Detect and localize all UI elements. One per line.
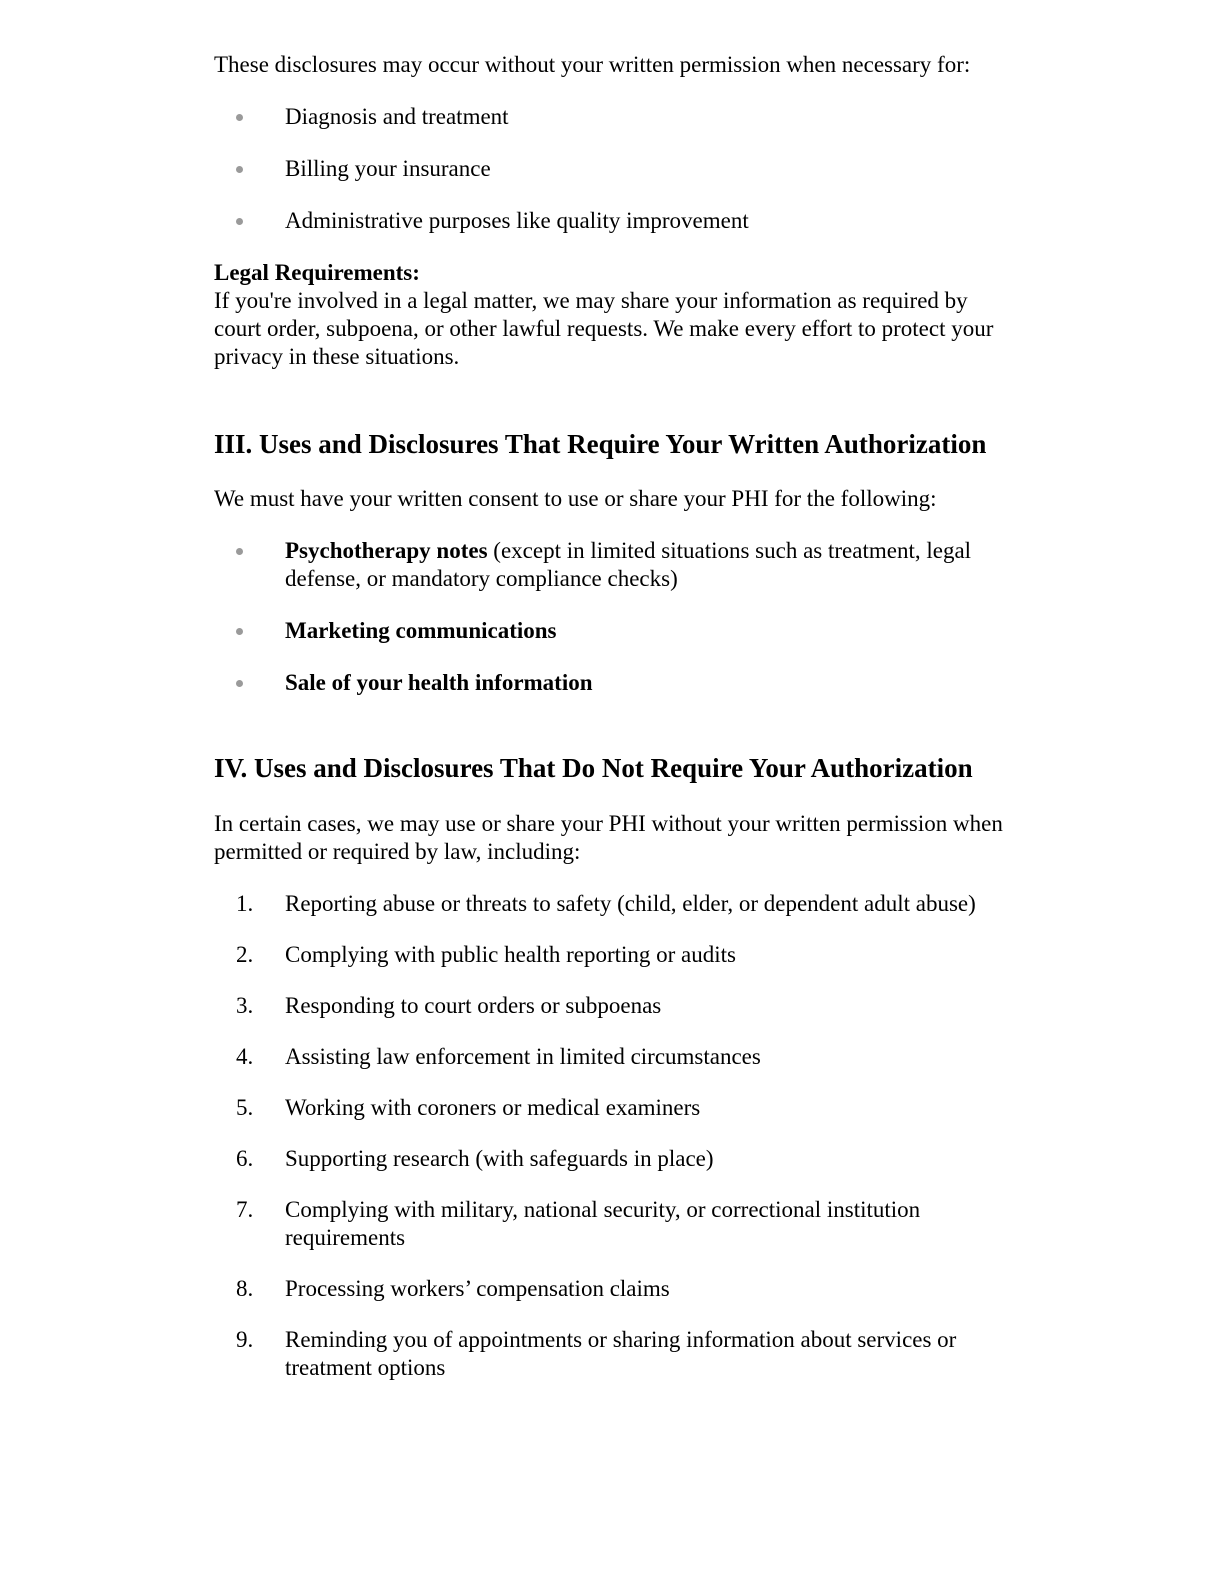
list-item	[214, 1145, 1014, 1173]
legal-requirements-title: Legal Requirements:	[214, 260, 420, 285]
list-item-number: 1.	[236, 891, 254, 916]
list-item-number: 2.	[236, 942, 254, 967]
list-item-text: Complying with military, national security, or correctional institution requirements	[285, 1197, 921, 1250]
routine-disclosures-list	[214, 103, 1014, 235]
list-item-text: Working with coroners or medical examiners	[285, 1095, 701, 1120]
list-item-text: Diagnosis and treatment	[285, 104, 509, 129]
legal-requirements-body: If you're involved in a legal matter, we may share your information as required by court order, subpoena, or other lawful requests. We make every effort to protect your privacy in these situations.	[214, 288, 994, 369]
section-4-heading: IV. Uses and Disclosures That Do Not Require Your Authorization	[214, 753, 973, 783]
list-item	[214, 992, 1014, 1020]
list-item-text: Supporting research (with safeguards in place)	[285, 1146, 714, 1171]
section-3-intro: We must have your written consent to use or share your PHI for the following:	[214, 486, 937, 511]
legal-requirements-paragraph	[214, 259, 1014, 371]
bullet-icon	[236, 628, 243, 635]
list-item-text: Reporting abuse or threats to safety (child, elder, or dependent adult abuse)	[285, 891, 976, 916]
list-item	[214, 1275, 1014, 1303]
list-item	[214, 155, 1014, 183]
list-item-bold-text: Psychotherapy notes	[285, 538, 488, 563]
bullet-icon	[236, 166, 243, 173]
list-item	[214, 1094, 1014, 1122]
list-item	[214, 1326, 1014, 1382]
list-item	[214, 103, 1014, 131]
list-item-bold-text: Marketing communications	[285, 618, 557, 643]
list-item-number: 3.	[236, 993, 254, 1018]
document-page	[214, 0, 1014, 1382]
bullet-icon	[236, 218, 243, 225]
list-item-number: 7.	[236, 1197, 254, 1222]
list-item-text: Complying with public health reporting or audits	[285, 942, 736, 967]
list-item-text: Administrative purposes like quality improvement	[285, 208, 749, 233]
list-item-number: 4.	[236, 1044, 254, 1069]
bullet-icon	[236, 548, 243, 555]
list-item-text: (except in limited situations such as treatment, legal defense, or mandatory compliance checks)	[285, 538, 972, 591]
list-item	[214, 1043, 1014, 1071]
list-item-text: Processing workers’ compensation claims	[285, 1276, 670, 1301]
section-3-heading: III. Uses and Disclosures That Require Your Written Authorization	[214, 429, 987, 459]
intro-paragraph: These disclosures may occur without your written permission when necessary for:	[214, 52, 971, 77]
no-authorization-list	[214, 890, 1014, 1382]
list-item-text: Billing your insurance	[285, 156, 491, 181]
authorization-required-list	[214, 537, 1014, 697]
list-item-text: Assisting law enforcement in limited circumstances	[285, 1044, 761, 1069]
list-item	[214, 890, 1014, 918]
list-item	[214, 617, 1014, 645]
list-item-number: 6.	[236, 1146, 254, 1171]
list-item	[214, 207, 1014, 235]
list-item	[214, 537, 1014, 593]
bullet-icon	[236, 680, 243, 687]
list-item-number: 5.	[236, 1095, 254, 1120]
section-4-intro: In certain cases, we may use or share your PHI without your written permission when permitted or required by law, including:	[214, 811, 1003, 864]
list-item	[214, 1196, 1014, 1252]
list-item-text: Reminding you of appointments or sharing information about services or treatment options	[285, 1327, 957, 1380]
list-item	[214, 669, 1014, 697]
list-item-number: 9.	[236, 1327, 254, 1352]
bullet-icon	[236, 114, 243, 121]
list-item	[214, 941, 1014, 969]
list-item-text: Responding to court orders or subpoenas	[285, 993, 662, 1018]
list-item-bold-text: Sale of your health information	[285, 670, 593, 695]
list-item-number: 8.	[236, 1276, 254, 1301]
